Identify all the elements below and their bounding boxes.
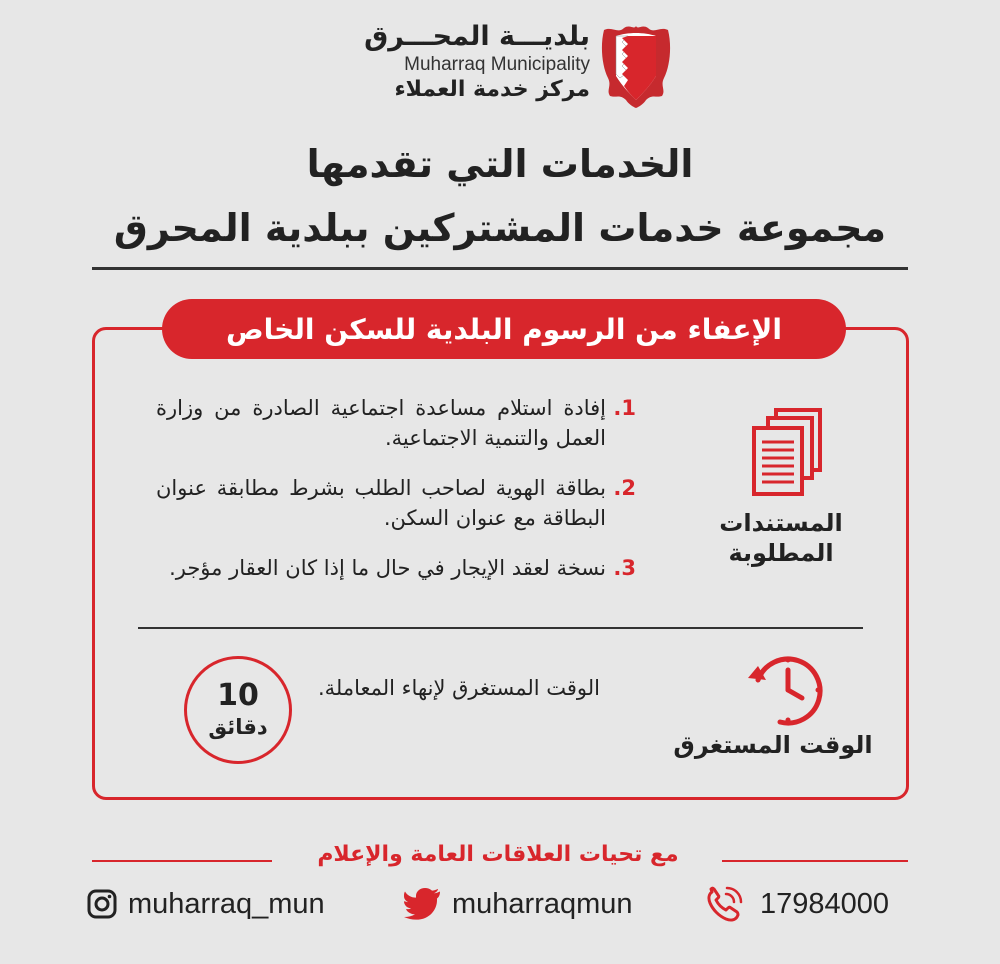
twitter-icon [404,888,442,920]
duration-value: 10 [217,678,259,713]
list-item-text: بطاقة الهوية لصاحب الطلب بشرط مطابقة عنوان البطاقة مع عنوان السكن. [156,476,606,530]
list-item-number: 3. [613,556,636,580]
time-taken-description: الوقت المستغرق لإنهاء المعاملة. [317,676,600,700]
org-name-arabic: بلديـــة المحـــرق [364,21,590,52]
page-title-line1: الخدمات التي تقدمها [306,142,694,186]
crest-logo-icon [598,16,674,110]
duration-badge [184,656,292,764]
list-item-number: 2. [613,476,636,500]
list-item-text: نسخة لعقد الإيجار في حال ما إذا كان العقار مؤجر. [169,556,606,580]
list-item [156,553,636,583]
instagram-icon [86,888,118,920]
documents-icon [748,408,828,500]
section-divider [138,627,863,629]
list-item [156,393,636,453]
duration-unit: دقائق [208,715,268,739]
clock-icon [740,650,826,728]
phone-icon [704,886,750,922]
time-taken-label: الوقت المستغرق [673,731,873,759]
service-name-banner: الإعفاء من الرسوم البلدية للسكن الخاص [162,299,846,359]
list-item-text: إفادة استلام مساعدة اجتماعية الصادرة من وزارة العمل والتنمية الاجتماعية. [156,396,606,450]
footer-rule-left [92,860,272,862]
list-item-number: 1. [613,396,636,420]
page-title-line2: مجموعة خدمات المشتركين ببلدية المحرق [113,206,887,250]
list-item [156,473,636,533]
instagram-handle-text: muharraq_mun [128,887,325,920]
phone-number-text: 17984000 [760,887,890,920]
org-center-name: مركز خدمة العملاء [394,77,590,102]
instagram-handle[interactable] [86,884,325,924]
org-name-block [290,20,590,104]
phone-number[interactable] [704,884,889,924]
twitter-handle[interactable] [404,884,633,924]
footer-rule-right [722,860,908,862]
twitter-handle-text: muharraqmun [452,887,633,920]
org-name-english: Muharraq Municipality [404,54,590,75]
documents-label: المستندات المطلوبة [719,509,843,567]
title-divider [92,267,908,270]
footer-greeting: مع تحيات العلاقات العامة والإعلام [317,842,679,867]
